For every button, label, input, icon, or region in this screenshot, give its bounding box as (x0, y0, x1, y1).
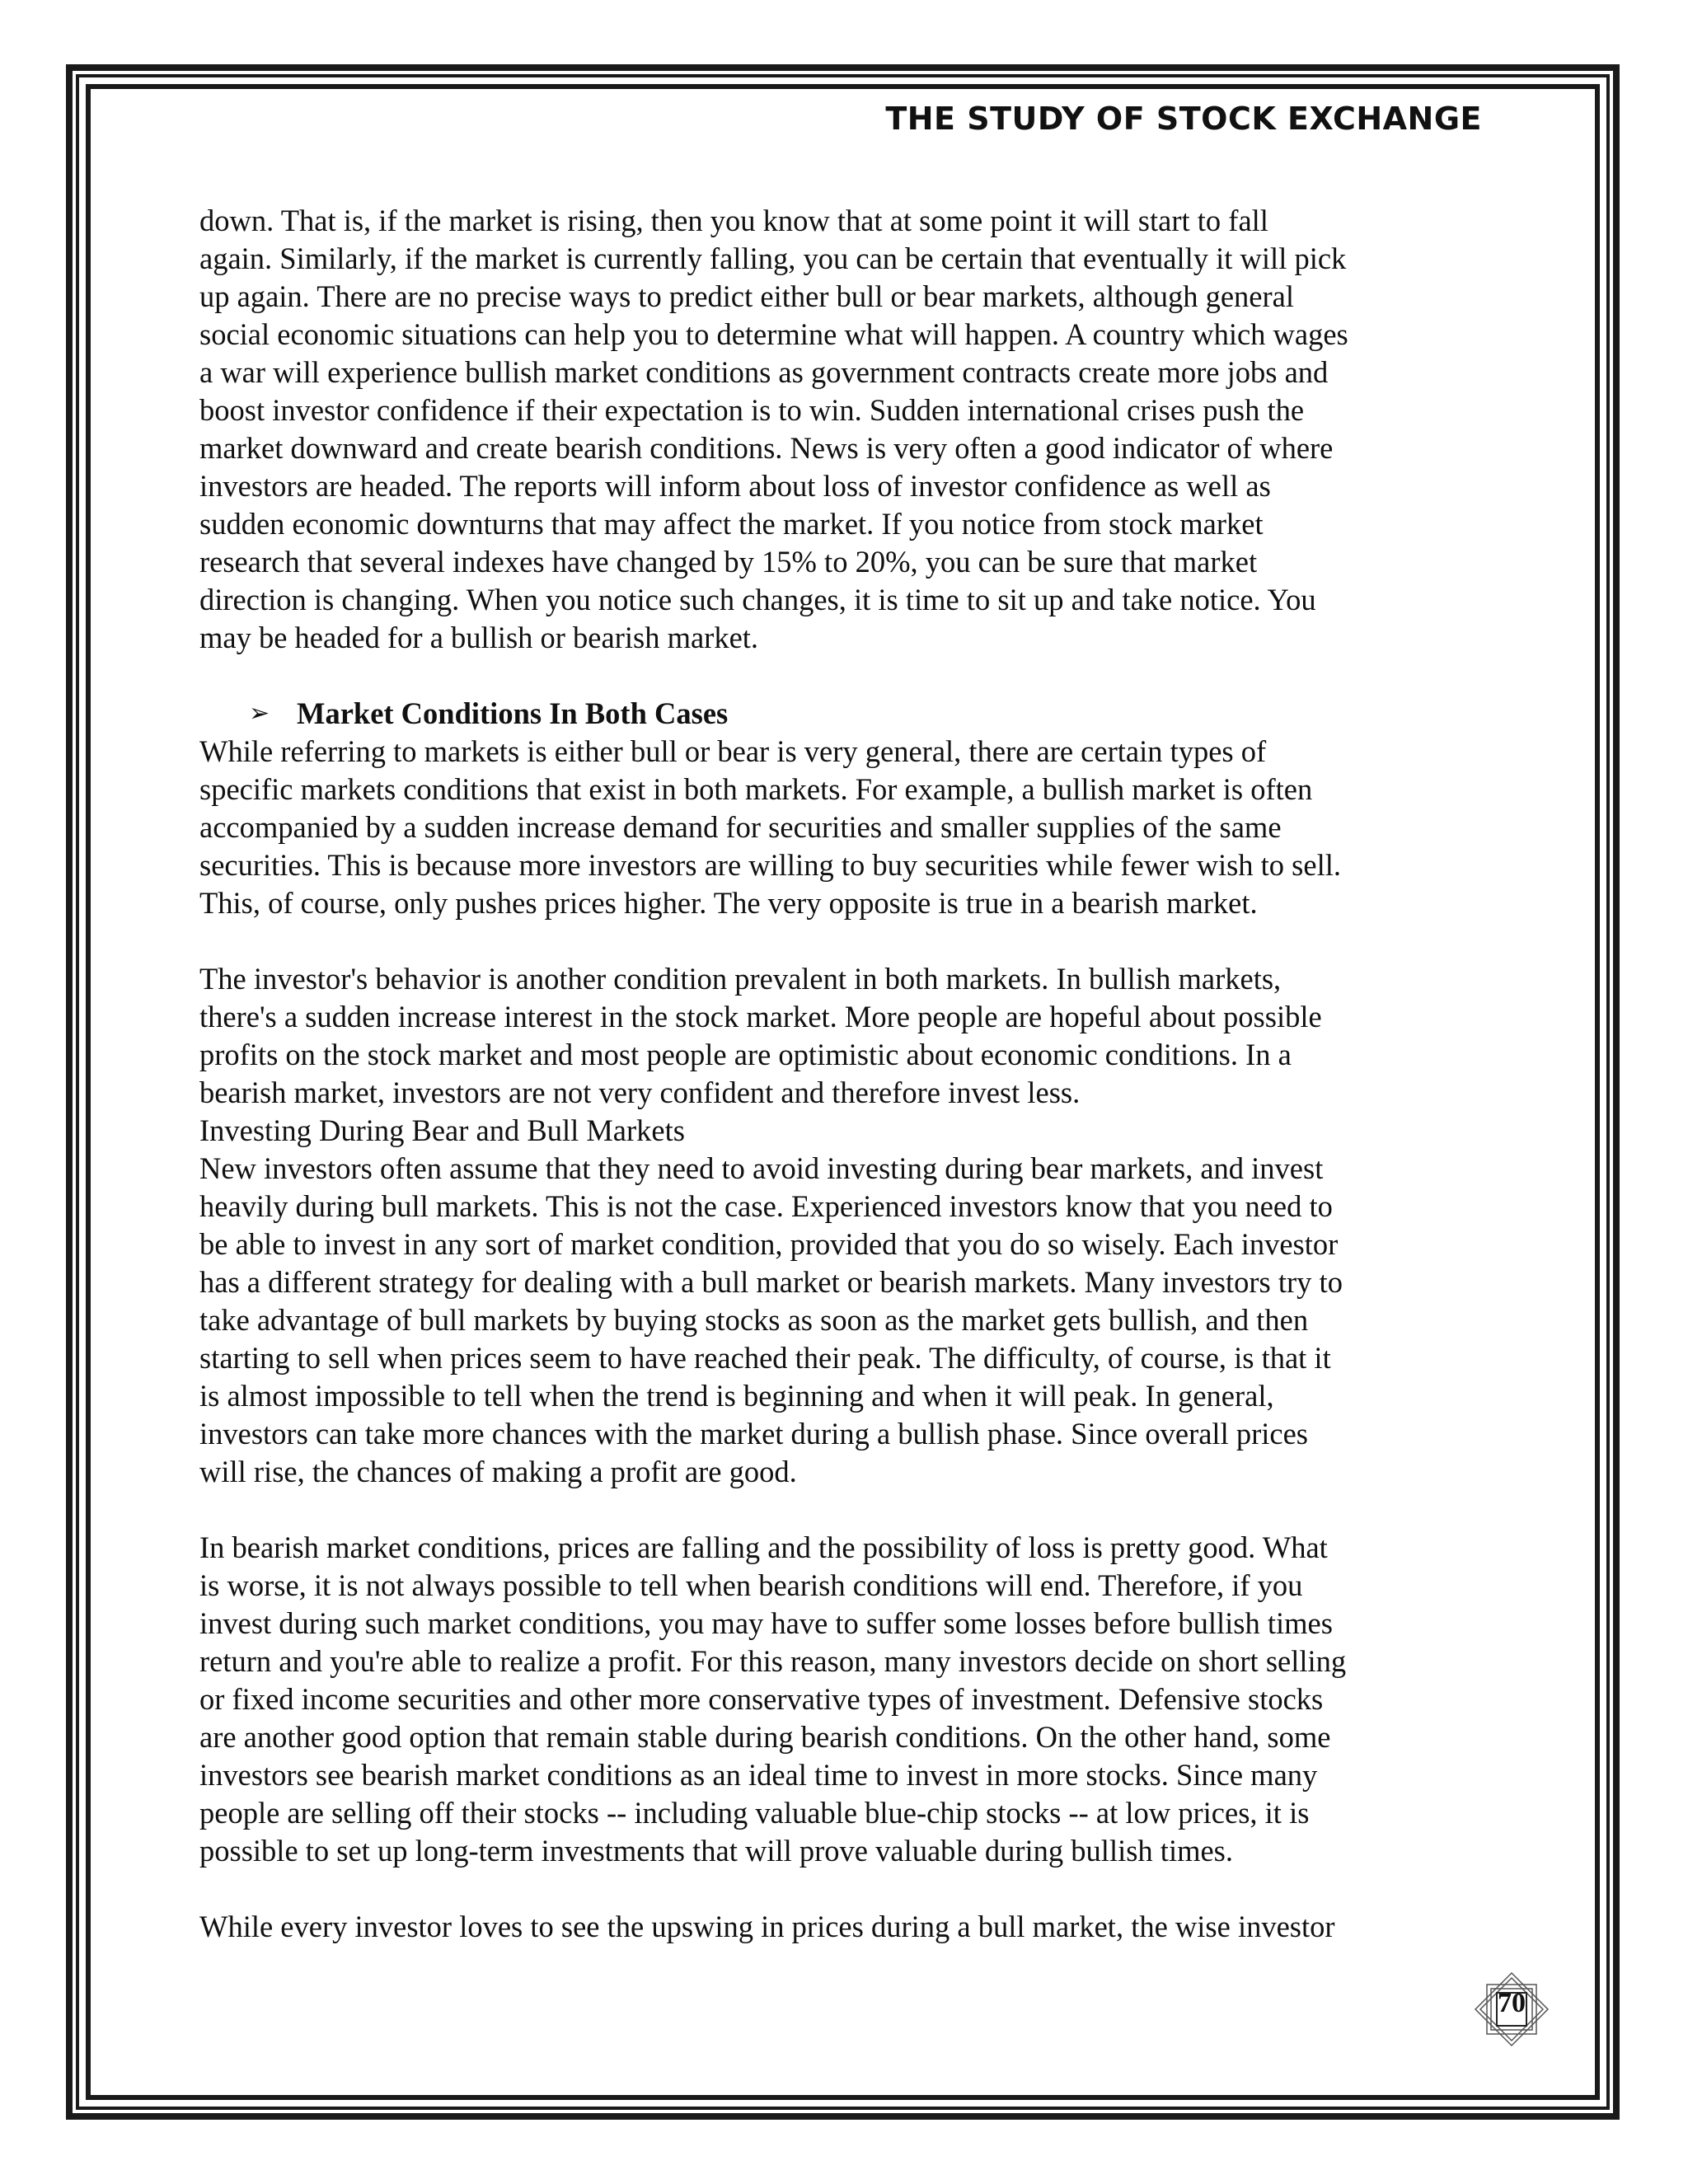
text-line: be able to invest in any sort of market condition, provided that you do so wisely. Each investor (199, 1227, 1339, 1261)
text-line: securities. This is because more investors are willing to buy securities while fewer wish to sell. (199, 848, 1341, 882)
paragraph-4 (199, 1529, 1461, 1870)
text-line: boost investor confidence if their expectation is to win. Sudden international crises push the (199, 393, 1305, 427)
text-line: starting to sell when prices seem to have reached their peak. The difficulty, of course, is that it (199, 1341, 1331, 1375)
text-line: profits on the stock market and most people are optimistic about economic conditions. In a (199, 1038, 1292, 1071)
text-line: bearish market, investors are not very confident and therefore invest less. (199, 1076, 1081, 1109)
paragraph-gap (199, 922, 1461, 960)
page-number: 70 (1498, 1988, 1526, 2018)
text-line: return and you're able to realize a profit. For this reason, many investors decide on short selling (199, 1644, 1347, 1678)
running-header: THE STUDY OF STOCK EXCHANGE (885, 101, 1482, 137)
text-line: investors are headed. The reports will inform about loss of investor confidence as well as (199, 469, 1271, 503)
text-line: may be headed for a bullish or bearish market. (199, 621, 759, 654)
text-line: is almost impossible to tell when the trend is beginning and when it will peak. In general, (199, 1379, 1274, 1413)
paragraph-5 (199, 1908, 1461, 1946)
text-line: a war will experience bullish market conditions as government contracts create more jobs and (199, 355, 1329, 389)
text-line: take advantage of bull markets by buying stocks as soon as the market gets bullish, and then (199, 1303, 1309, 1337)
text-line: While every investor loves to see the upswing in prices during a bull market, the wise investor (199, 1910, 1335, 1943)
text-line: possible to set up long-term investments that will prove valuable during bullish times. (199, 1834, 1234, 1868)
text-line: Investing During Bear and Bull Markets (199, 1113, 685, 1147)
paragraph-gap (199, 657, 1461, 695)
text-line: sudden economic downturns that may affect the market. If you notice from stock market (199, 507, 1264, 541)
paragraph-3 (199, 960, 1461, 1491)
paragraph-gap (199, 1870, 1461, 1908)
text-line: invest during such market conditions, you may have to suffer some losses before bullish times (199, 1606, 1333, 1640)
paragraph-gap (199, 1491, 1461, 1529)
text-line: will rise, the chances of making a profit are good. (199, 1455, 797, 1488)
text-line: investors can take more chances with the market during a bullish phase. Since overall prices (199, 1417, 1308, 1451)
text-line: market downward and create bearish conditions. News is very often a good indicator of where (199, 431, 1334, 465)
text-line: up again. There are no precise ways to predict either bull or bear markets, although general (199, 279, 1295, 313)
text-line: people are selling off their stocks -- including valuable blue-chip stocks -- at low prices, it is (199, 1796, 1310, 1830)
text-line: specific markets conditions that exist in both markets. For example, a bullish market is often (199, 772, 1313, 806)
text-line: down. That is, if the market is rising, then you know that at some point it will start to fall (199, 204, 1268, 237)
text-line: accompanied by a sudden increase demand for securities and smaller supplies of the same (199, 810, 1282, 844)
text-line: This, of course, only pushes prices higher. The very opposite is true in a bearish market. (199, 886, 1258, 920)
text-line: research that several indexes have changed by 15% to 20%, you can be sure that market (199, 545, 1258, 579)
arrow-bullet-icon: ➢ (249, 700, 270, 727)
text-line: again. Similarly, if the market is currently falling, you can be certain that eventually it will pick (199, 241, 1347, 275)
paragraph-2 (199, 733, 1461, 922)
section-heading (199, 695, 1461, 733)
paragraph-1 (199, 202, 1461, 657)
text-line: heavily during bull markets. This is not the case. Experienced investors know that you need to (199, 1189, 1333, 1223)
text-line: has a different strategy for dealing with a bull market or bearish markets. Many investors try to (199, 1265, 1343, 1299)
text-line: or fixed income securities and other more conservative types of investment. Defensive stocks (199, 1682, 1324, 1716)
text-line: In bearish market conditions, prices are falling and the possibility of loss is pretty good. What (199, 1530, 1328, 1564)
text-line: are another good option that remain stable during bearish conditions. On the other hand, some (199, 1720, 1331, 1754)
text-line: While referring to markets is either bull or bear is very general, there are certain types of (199, 734, 1267, 768)
text-line: New investors often assume that they need to avoid investing during bear markets, and invest (199, 1151, 1324, 1185)
text-line: is worse, it is not always possible to tell when bearish conditions will end. Therefore, if you (199, 1568, 1303, 1602)
text-line: The investor's behavior is another condition prevalent in both markets. In bullish markets, (199, 962, 1282, 996)
text-line: social economic situations can help you to determine what will happen. A country which wages (199, 317, 1348, 351)
text-line: there's a sudden increase interest in the stock market. More people are hopeful about possible (199, 1000, 1322, 1033)
section-heading-text: Market Conditions In Both Cases (297, 696, 729, 730)
page-body (199, 202, 1461, 1946)
text-line: investors see bearish market conditions as an ideal time to invest in more stocks. Since many (199, 1758, 1318, 1792)
text-line: direction is changing. When you notice such changes, it is time to sit up and take notice. You (199, 583, 1316, 616)
